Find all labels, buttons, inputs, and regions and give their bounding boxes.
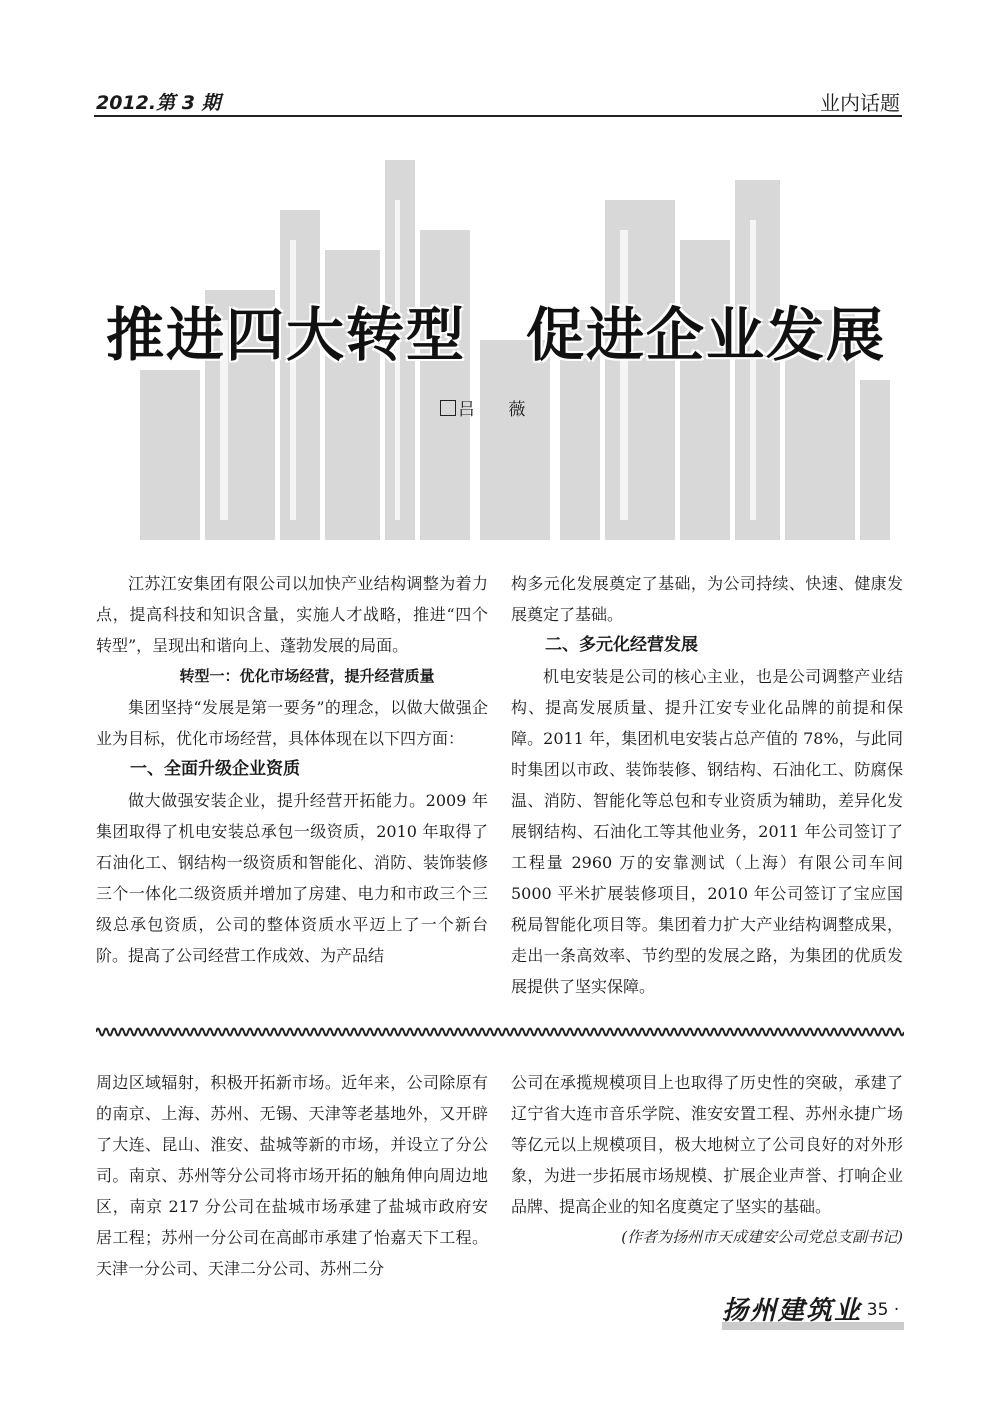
section-label: 业内话题 — [820, 91, 900, 115]
magazine-logo: 扬州建筑业 — [722, 1296, 863, 1326]
column-bottom-left — [96, 1067, 488, 1284]
column-top-right — [511, 568, 903, 1002]
paragraph: 做大做强安装企业，提升经营开拓能力。2009 年集团取得了机电安装总承包一级资质，2010 年取得了石油化工、钢结构一级资质和智能化、消防、装饰装修三个一体化二级资质并增加了房建、电力和市政三个三级总承包资质，公司的整体资质水平迈上了一个新台阶。提高了公司经营工作成效、为产品结 — [96, 791, 488, 965]
author-name: 吕 薇 — [458, 400, 540, 420]
box-icon — [440, 400, 456, 416]
paragraph: 江苏江安集团有限公司以加快产业结构调整为着力点，提高科技和知识含量，实施人才战略，推进“四个转型”，呈现出和谐向上、蓬勃发展的局面。 — [96, 574, 488, 655]
paragraph: 机电安装是公司的核心主业，也是公司调整产业结构、提高发展质量、提升江安专业化品牌的前提和保障。2011 年，集团机电安装占总产值的 78%，与此同时集团以市政、装饰装修、钢结构、石油化工、防腐保温、消防、智能化等总包和专业资质为辅助，差异化发展钢结构、石油化工等其他业务，2011 年公司签订了工程量 2960 万的安靠测试（上海）有限公司车间 5000 平米扩展装修项目，2010 年公司签订了宝应国税局智能化项目等。集团着力扩大产业结构调整成果，走出一条高效率、节约型的发展之路，为集团的优质发展提供了坚实保障。 — [511, 667, 903, 996]
article-title: 推进四大转型 促进企业发展 — [105, 301, 886, 369]
header-rule — [94, 115, 902, 117]
author-note: (作者为扬州市天成建安公司党总支副书记) — [621, 1228, 903, 1246]
section-heading: 二、多元化经营发展 — [545, 635, 698, 655]
subsection-heading: 转型一：优化市场经营，提升经营质量 — [179, 667, 435, 685]
issue-label: 2012.第 3 期 — [96, 92, 221, 114]
decorative-divider — [96, 1025, 904, 1039]
column-bottom-right — [511, 1067, 903, 1253]
page-number: · 35 · — [856, 1300, 900, 1320]
author-line — [440, 395, 539, 420]
paragraph: 集团坚持“发展是第一要务”的理念，以做大做强企业为目标，优化市场经营，具体体现在以下四方面： — [96, 698, 488, 748]
paragraph: 周边区域辐射，积极开拓新市场。近年来，公司除原有的南京、上海、苏州、无锡、天津等老基地外，又开辟了大连、昆山、淮安、盐城等新的市场，并设立了分公司。南京、苏州等分公司将市场开拓的触角伸向周边地区，南京 217 分公司在盐城市场承建了盐城市政府安居工程；苏州一分公司在高邮市承建了怡嘉天下工程。天津一分公司、天津二分公司、苏州二分 — [96, 1073, 488, 1278]
paragraph: 构多元化发展奠定了基础，为公司持续、快速、健康发展奠定了基础。 — [511, 574, 903, 624]
paragraph: 公司在承揽规模项目上也取得了历史性的突破，承建了辽宁省大连市音乐学院、淮安安置工程、苏州永捷广场等亿元以上规模项目，极大地树立了公司良好的对外形象，为进一步拓展市场规模、扩展企业声誉、打响企业品牌、提高企业的知名度奠定了坚实的基础。 — [511, 1073, 903, 1216]
column-top-left — [96, 568, 488, 971]
section-heading: 一、全面升级企业资质 — [130, 759, 300, 779]
